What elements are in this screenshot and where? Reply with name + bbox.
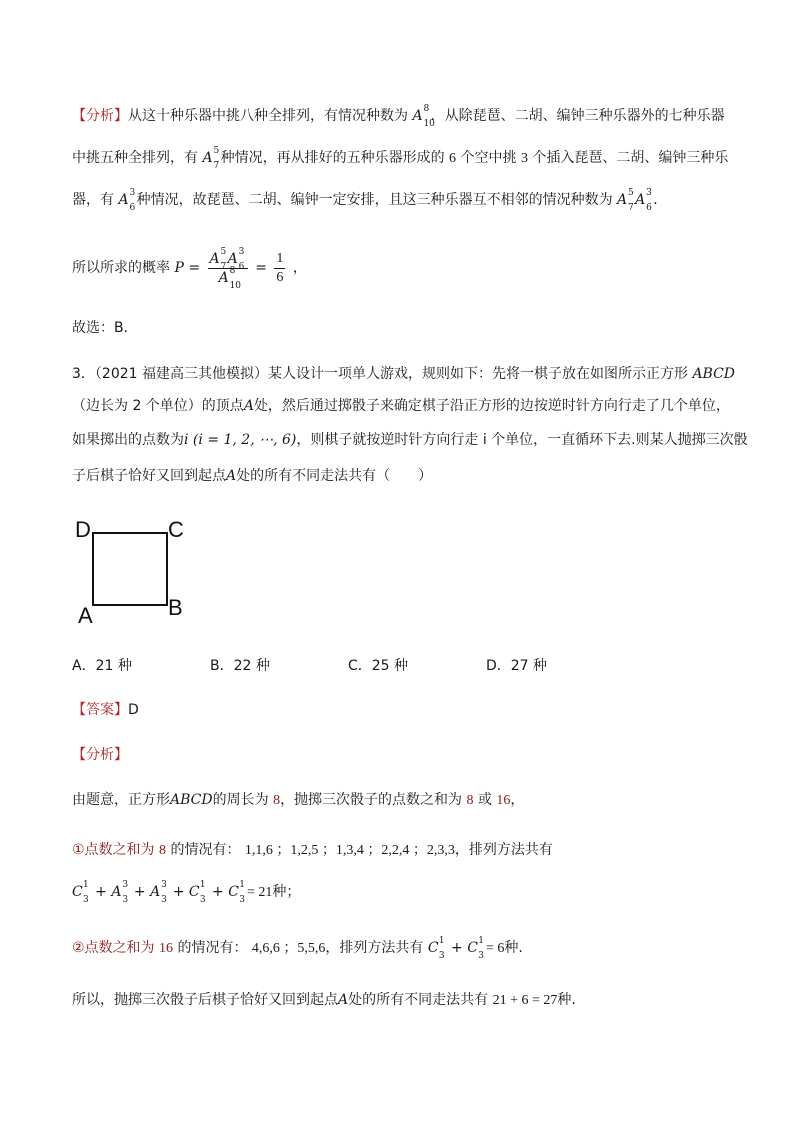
probability-fraction: A 5 7 A 3 6 A 8 10 <box>208 251 248 286</box>
analysis1-line2: 中挑五种全排列，有 A 5 7 种情况，再从排好的五种乐器形成的 6 个空中挑 3 个插入琵琶、二胡、编钟三种乐 <box>72 146 729 171</box>
choice-line: 故选：B． <box>72 320 138 336</box>
a-7-5: A 5 7 <box>202 146 220 171</box>
analysis1-line3: 器，有 A 3 6 种情况，故琵琶、二胡、编钟一定安排，且这三种乐器互不相邻的情况种数为 A 5 7 A 3 6 ． <box>72 188 668 213</box>
square-figure <box>70 515 200 630</box>
analysis2-tag-line <box>72 745 128 765</box>
final-line: 所以，抛掷三次骰子后棋子恰好又回到起点A处的所有不同走法共有 21 + 6 = 27种. <box>72 992 576 1008</box>
question3-line1: 3．（2021 福建高三其他模拟）某人设计一项单人游戏，规则如下：先将一棋子放在如图所示正方形 ABCD <box>72 366 736 382</box>
analysis-tag: 【分析】 <box>72 108 128 124</box>
question3-line2: （边长为 2 个单位）的顶点A处，然后通过掷骰子来确定棋子沿正方形的边按逆时针方向行走了几个单位， <box>72 398 730 414</box>
analysis-tag: 【分析】 <box>72 747 128 763</box>
answer-line <box>72 700 139 720</box>
a-6-3: A 3 6 <box>118 188 136 213</box>
option-c: C．25 种 <box>348 658 409 674</box>
option-a: A．21 种 <box>72 658 132 674</box>
analysis2-line1: 由题意，正方形ABCD的周长为 8，抛掷三次骰子的点数之和为 8 或 16， <box>72 792 525 808</box>
vertex-label-b: B <box>168 595 183 620</box>
square-shape <box>92 532 168 606</box>
analysis1-line1: 【分析】从这十种乐器中挑八种全排列，有情况种数为 A 8 10 ．从除琵琶、二胡、编钟三种乐器外的七种乐器 <box>72 104 725 129</box>
vertex-label-a: A <box>78 603 93 628</box>
case2-line: ②点数之和为 16 的情况有： 4,6,6 ；5,5,6，排列方法共有 C 1 3 + C 1 3 = 6种. <box>72 936 523 961</box>
vertex-label-d: D <box>75 517 91 542</box>
option-b: B．22 种 <box>210 658 270 674</box>
vertex-label-c: C <box>168 517 184 542</box>
answer-value: D <box>128 702 139 718</box>
question3-line3: 如果掷出的点数为i (i = 1, 2, ⋯, 6)，则棋子就按逆时针方向行走 i 个单位，一直循环下去.则某人抛掷三次骰 <box>72 432 748 448</box>
case1-formula: C 1 3 + A 3 3 + A 3 3 + C 1 3 + C 1 3 = 21种； <box>72 880 301 905</box>
a-6-3: A 3 6 <box>635 188 652 213</box>
question3-line4: 子后棋子恰好又回到起点A处的所有不同走法共有（ ） <box>72 468 433 484</box>
a-7-5: A 5 7 <box>617 188 634 213</box>
one-sixth-fraction: $\frac{1}{6}$ <box>276 250 284 285</box>
a-10-8: A 8 10 <box>412 104 435 129</box>
case1-line: ①点数之和为 8 的情况有： 1,1,6 ；1,2,5 ；1,3,4 ；2,2,4 ；2,3,3，排列方法共有 <box>72 842 553 858</box>
probability-line: 所以所求的概率 P = A 5 7 A 3 6 A 8 10 = $\frac{1}{6}$ ， <box>72 246 307 291</box>
answer-tag: 【答案】 <box>72 702 128 718</box>
option-d: D．27 种 <box>486 658 548 674</box>
